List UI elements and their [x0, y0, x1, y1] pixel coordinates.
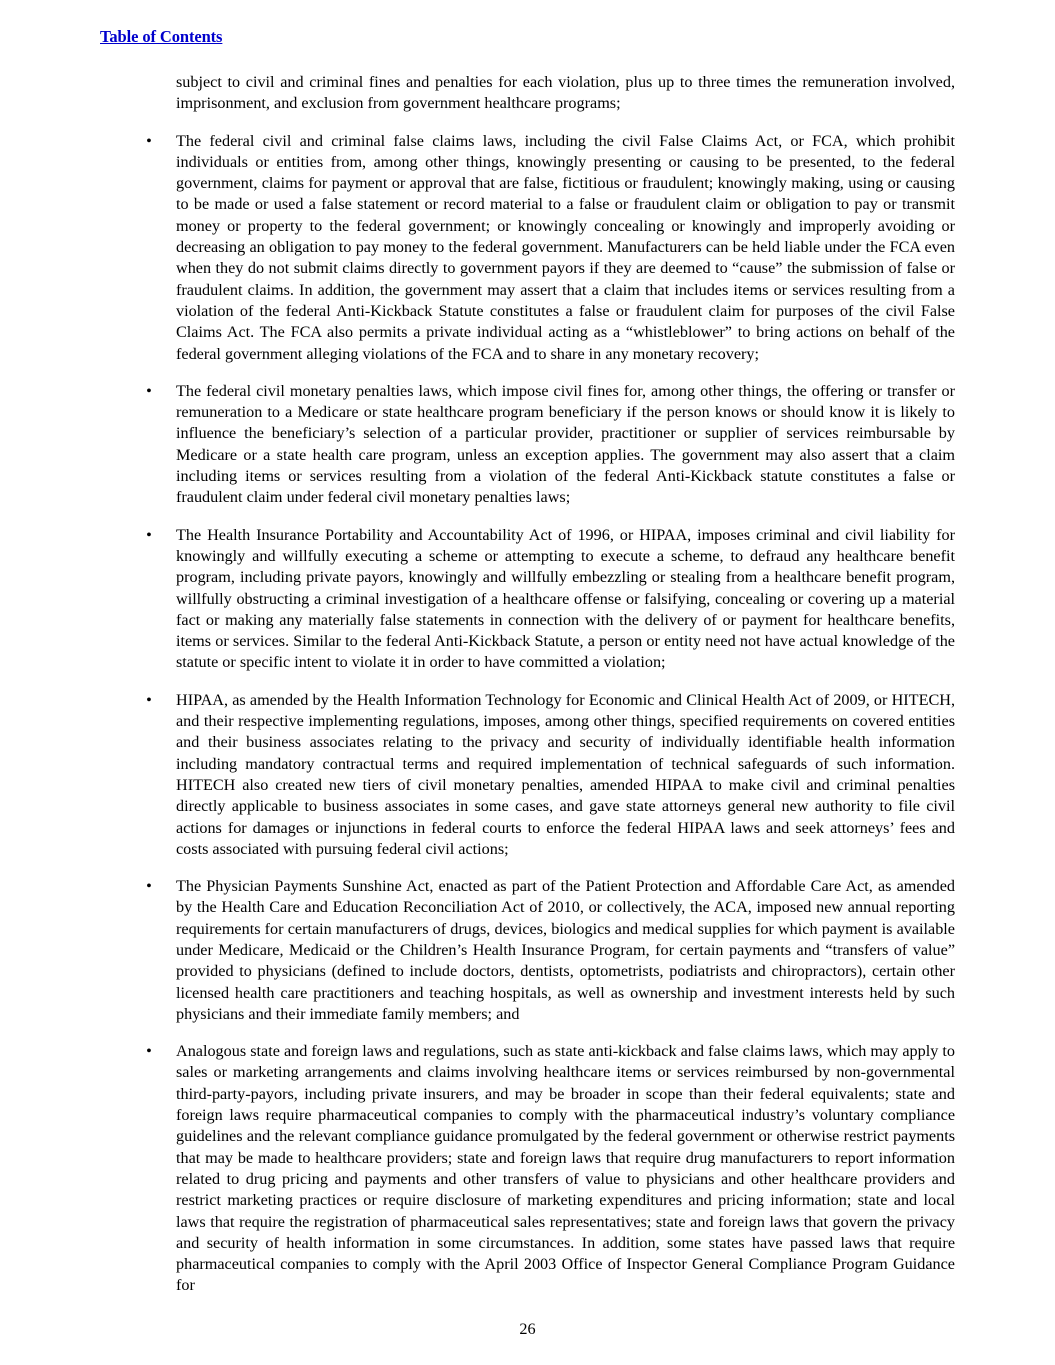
- document-body: [146, 72, 955, 1297]
- bullet-icon: •: [146, 131, 152, 150]
- list-item: [146, 1041, 955, 1297]
- bullet-icon: •: [146, 1042, 152, 1061]
- list-item-text: The federal civil monetary penalties laws, which impose civil fines for, among other things, the offering or transfer or remuneration to a Medicare or state healthcare program beneficiary if the person knows or should know it is likely to influence the beneficiary’s selection of a particular provider, practitioner or supplier of services reimbursable by Medicare or a state health care program, unless an exception applies. The government may also assert that a claim including items or services resulting from a violation of the federal Anti-Kickback statute constitutes a false or fraudulent claim under federal civil monetary penalties laws;: [176, 381, 955, 507]
- list-item: [146, 876, 955, 1025]
- list-item-text: The federal civil and criminal false claims laws, including the civil False Claims Act, or FCA, which prohibit individuals or entities from, among other things, knowingly presenting or causing to be presented, to the federal government, claims for payment or approval that are false, fictitious or fraudulent; knowingly making, using or causing to be made or used a false statement or record material to a false or fraudulent claim or obligation to pay or transmit money or property to the federal government; or knowingly concealing or knowingly and improperly avoiding or decreasing an obligation to pay money to the federal government. Manufacturers can be held liable under the FCA even when they do not submit claims directly to government payors if they are deemed to “cause” the submission of false or fraudulent claims. In addition, the government may assert that a claim that includes items or services resulting from a violation of the federal Anti-Kickback Statute constitutes a false or fraudulent claim for purposes of the civil False Claims Act. The FCA also permits a private individual acting as a “whistleblower” to bring actions on behalf of the federal government alleging violations of the FCA and to share in any monetary recovery;: [176, 131, 955, 363]
- bullet-icon: •: [146, 690, 152, 709]
- list-item-text: HIPAA, as amended by the Health Information Technology for Economic and Clinical Health Act of 2009, or HITECH, and their respective implementing regulations, imposes, among other things, specified requirements on covered entities and their business associates relating to the privacy and security of individually identifiable health information including mandatory contractual terms and required implementation of technical safeguards of such information. HITECH also created new tiers of civil monetary penalties, amended HIPAA to make civil and criminal penalties directly applicable to business associates in some cases, and gave state attorneys general new authority to file civil actions for damages or injunctions in federal courts to enforce the federal HIPAA laws and seek attorneys’ fees and costs associated with pursuing federal civil actions;: [176, 690, 955, 858]
- bullet-icon: •: [146, 381, 152, 400]
- list-item-text: The Physician Payments Sunshine Act, enacted as part of the Patient Protection and Affordable Care Act, as amended by the Health Care and Education Reconciliation Act of 2010, or collectively, the ACA, imposed new annual reporting requirements for certain manufacturers of drugs, devices, biologics and medical supplies for which payment is available under Medicare, Medicaid or the Children’s Health Insurance Program, for certain payments and “transfers of value” provided to physicians (defined to include doctors, dentists, optometrists, podiatrists and chiropractors), certain other licensed health care practitioners and teaching hospitals, as well as ownership and investment interests held by such physicians and their immediate family members; and: [176, 877, 955, 1023]
- page-number: 26: [519, 1320, 536, 1338]
- list-item-text: The Health Insurance Portability and Accountability Act of 1996, or HIPAA, imposes criminal and civil liability for knowingly and willfully executing a scheme or attempting to execute a scheme, to defraud any healthcare benefit program, including private payors, knowingly and willfully embezzling or stealing from a healthcare benefit program, willfully obstructing a criminal investigation of a healthcare offense or falsifying, concealing or covering up a material fact or making any materially false statements in connection with the delivery of or payment for healthcare benefits, items or services. Similar to the federal Anti-Kickback Statute, a person or entity need not have actual knowledge of the statute or specific intent to violate it in order to have committed a violation;: [176, 525, 955, 672]
- list-item-text: Analogous state and foreign laws and regulations, such as state anti-kickback and false claims laws, which may apply to sales or marketing arrangements and claims involving healthcare items or services reimbursed by non-governmental third-party-payors, including private insurers, and may be broader in scope than their federal equivalents; state and foreign laws require pharmaceutical companies to comply with the pharmaceutical industry’s voluntary compliance guidelines and the relevant compliance guidance promulgated by the federal government or otherwise restrict payments that may be made to healthcare providers; state and foreign laws that require drug manufacturers to report information related to drug pricing and payments and other transfers of value to physicians and other healthcare providers and restrict marketing practices or require disclosure of marketing expenditures and pricing information; state and local laws that require the registration of pharmaceutical sales representatives; state and foreign laws that govern the privacy and security of health information in some circumstances. In addition, some states have passed laws that require pharmaceutical companies to comply with the April 2003 Office of Inspector General Compliance Program Guidance for: [176, 1042, 955, 1295]
- list-item: [146, 131, 955, 365]
- list-item: [146, 381, 955, 509]
- list-item: [146, 690, 955, 860]
- table-of-contents-link[interactable]: Table of Contents: [100, 27, 223, 46]
- list-item: [146, 525, 955, 674]
- bullet-icon: •: [146, 525, 152, 544]
- bullet-icon: •: [146, 877, 152, 896]
- continued-paragraph: subject to civil and criminal fines and penalties for each violation, plus up to three times the remuneration involved, imprisonment, and exclusion from government healthcare programs;: [176, 73, 955, 113]
